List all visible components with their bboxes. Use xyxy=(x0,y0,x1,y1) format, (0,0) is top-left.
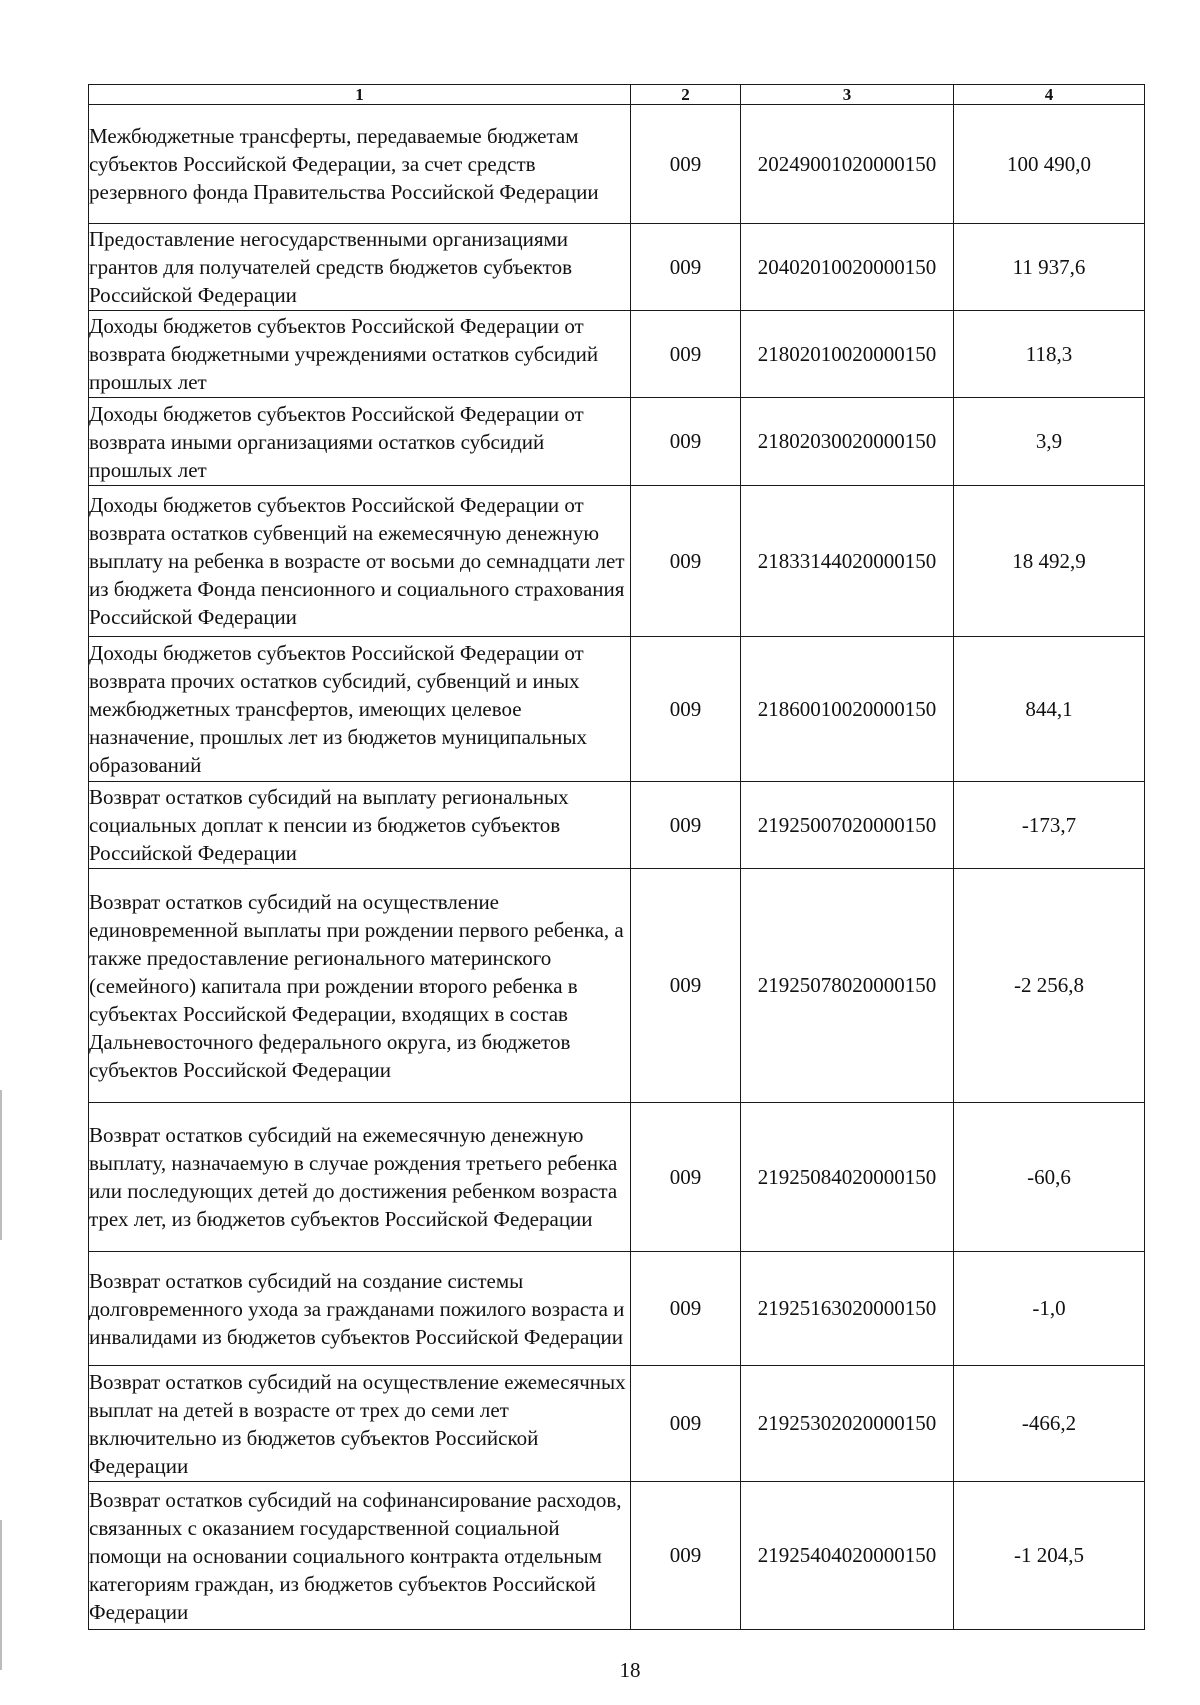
amount-cell: -60,6 xyxy=(954,1103,1145,1252)
table-row xyxy=(89,1366,1145,1482)
admin-code-cell: 009 xyxy=(631,311,741,398)
income-code-cell: 21802030020000150 xyxy=(741,398,954,486)
column-header: 3 xyxy=(741,85,954,105)
table-row xyxy=(89,311,1145,398)
row-description: Доходы бюджетов субъектов Российской Федерации от возврата остатков субвенций на ежемесячную денежную выплату на ребенка в возрасте от восьми до семнадцати лет из бюджета Фонда пенсионного и социального страхования Российской Федерации xyxy=(89,486,631,637)
table-row xyxy=(89,224,1145,311)
amount-cell: -466,2 xyxy=(954,1366,1145,1482)
row-description: Возврат остатков субсидий на софинансирование расходов, связанных с оказанием государственной социальной помощи на основании социального контракта отдельным категориям граждан, из бюджетов субъектов Российской Федерации xyxy=(89,1482,631,1630)
column-header: 1 xyxy=(89,85,631,105)
scan-edge-line xyxy=(0,1090,2,1240)
row-description: Доходы бюджетов субъектов Российской Федерации от возврата иными организациями остатков субсидий прошлых лет xyxy=(89,398,631,486)
table-row xyxy=(89,1252,1145,1366)
admin-code-cell: 009 xyxy=(631,224,741,311)
row-description: Доходы бюджетов субъектов Российской Федерации от возврата бюджетными учреждениями остатков субсидий прошлых лет xyxy=(89,311,631,398)
income-code-cell: 21802010020000150 xyxy=(741,311,954,398)
amount-cell: 3,9 xyxy=(954,398,1145,486)
column-header: 4 xyxy=(954,85,1145,105)
admin-code-cell: 009 xyxy=(631,1252,741,1366)
table-row xyxy=(89,486,1145,637)
column-header: 2 xyxy=(631,85,741,105)
row-description: Доходы бюджетов субъектов Российской Федерации от возврата прочих остатков субсидий, субвенций и иных межбюджетных трансфертов, имеющих целевое назначение, прошлых лет из бюджетов муниципальных образований xyxy=(89,637,631,782)
income-code-cell: 21925084020000150 xyxy=(741,1103,954,1252)
amount-cell: 11 937,6 xyxy=(954,224,1145,311)
row-description: Возврат остатков субсидий на создание системы долговременного ухода за гражданами пожилого возраста и инвалидами из бюджетов субъектов Российской Федерации xyxy=(89,1252,631,1366)
income-code-cell: 21925007020000150 xyxy=(741,782,954,869)
income-code-cell: 21925302020000150 xyxy=(741,1366,954,1482)
admin-code-cell: 009 xyxy=(631,1482,741,1630)
amount-cell: 18 492,9 xyxy=(954,486,1145,637)
admin-code-cell: 009 xyxy=(631,398,741,486)
amount-cell: 100 490,0 xyxy=(954,105,1145,224)
admin-code-cell: 009 xyxy=(631,105,741,224)
table-row xyxy=(89,1482,1145,1630)
table-row xyxy=(89,782,1145,869)
admin-code-cell: 009 xyxy=(631,1103,741,1252)
row-description: Возврат остатков субсидий на осуществление ежемесячных выплат на детей в возрасте от трех до семи лет включительно из бюджетов субъектов Российской Федерации xyxy=(89,1366,631,1482)
admin-code-cell: 009 xyxy=(631,637,741,782)
row-description: Предоставление негосударственными организациями грантов для получателей средств бюджетов субъектов Российской Федерации xyxy=(89,224,631,311)
amount-cell: 118,3 xyxy=(954,311,1145,398)
row-description: Возврат остатков субсидий на выплату региональных социальных доплат к пенсии из бюджетов субъектов Российской Федерации xyxy=(89,782,631,869)
table-row xyxy=(89,869,1145,1103)
income-code-cell: 21925163020000150 xyxy=(741,1252,954,1366)
admin-code-cell: 009 xyxy=(631,869,741,1103)
income-code-cell: 20249001020000150 xyxy=(741,105,954,224)
table-row xyxy=(89,637,1145,782)
admin-code-cell: 009 xyxy=(631,782,741,869)
amount-cell: -1,0 xyxy=(954,1252,1145,1366)
income-code-cell: 21925078020000150 xyxy=(741,869,954,1103)
amount-cell: -2 256,8 xyxy=(954,869,1145,1103)
amount-cell: -173,7 xyxy=(954,782,1145,869)
row-description: Возврат остатков субсидий на осуществление единовременной выплаты при рождении первого ребенка, а также предоставление регионального материнского (семейного) капитала при рождении второго ребенка в субъектах Российской Федерации, входящих в состав Дальневосточного федерального округа, из бюджетов субъектов Российской Федерации xyxy=(89,869,631,1103)
amount-cell: -1 204,5 xyxy=(954,1482,1145,1630)
scan-edge-line xyxy=(0,1520,2,1670)
income-code-cell: 20402010020000150 xyxy=(741,224,954,311)
budget-income-table xyxy=(88,84,1145,1630)
admin-code-cell: 009 xyxy=(631,486,741,637)
table-row xyxy=(89,398,1145,486)
table-row xyxy=(89,1103,1145,1252)
page-number: 18 xyxy=(619,1658,641,1682)
amount-cell: 844,1 xyxy=(954,637,1145,782)
income-code-cell: 21925404020000150 xyxy=(741,1482,954,1630)
column-number-row xyxy=(89,85,1145,105)
table-row xyxy=(89,105,1145,224)
admin-code-cell: 009 xyxy=(631,1366,741,1482)
row-description: Возврат остатков субсидий на ежемесячную денежную выплату, назначаемую в случае рождения третьего ребенка или последующих детей до достижения ребенком возраста трех лет, из бюджетов субъектов Российской Федерации xyxy=(89,1103,631,1252)
income-code-cell: 21860010020000150 xyxy=(741,637,954,782)
row-description: Межбюджетные трансферты, передаваемые бюджетам субъектов Российской Федерации, за счет средств резервного фонда Правительства Российской Федерации xyxy=(89,105,631,224)
income-code-cell: 21833144020000150 xyxy=(741,486,954,637)
